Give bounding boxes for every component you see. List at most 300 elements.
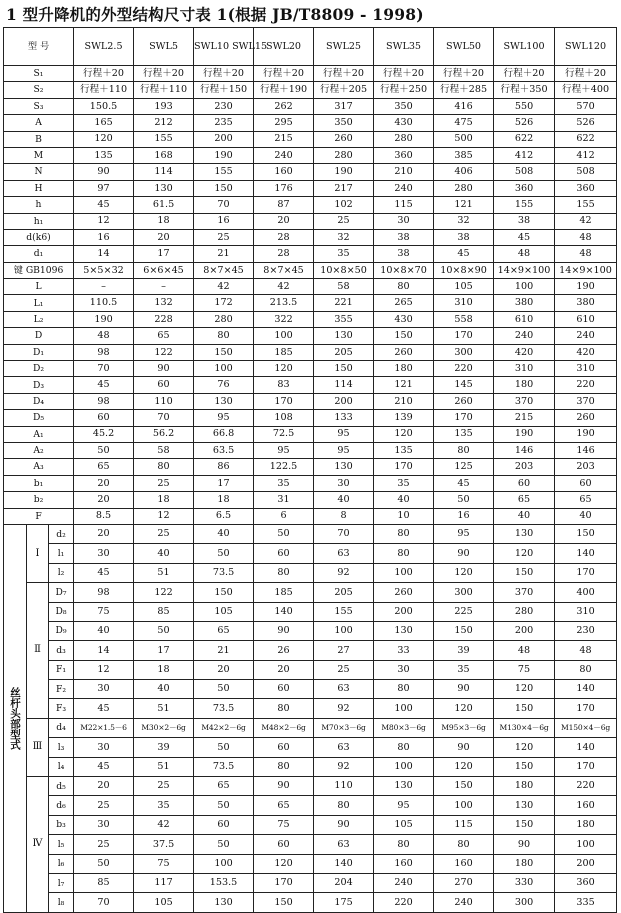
table-cell: 165 <box>74 115 134 131</box>
row-label: d₅ <box>49 777 74 796</box>
table-cell: 95 <box>314 426 374 442</box>
table-row <box>4 475 617 491</box>
row-label: d₃ <box>49 641 74 660</box>
table-cell: 114 <box>314 377 374 393</box>
table-cell: 20 <box>254 213 314 229</box>
table-row <box>4 180 617 196</box>
table-cell: 60 <box>254 738 314 757</box>
row-label: d(k6) <box>4 229 74 245</box>
table-row <box>4 82 617 98</box>
table-cell: 70 <box>74 361 134 377</box>
table-cell: 73.5 <box>194 757 254 776</box>
table-cell: 317 <box>314 98 374 114</box>
table-cell: 70 <box>194 197 254 213</box>
table-cell: 212 <box>134 115 194 131</box>
table-cell: 50 <box>194 796 254 815</box>
table-cell: 108 <box>254 410 314 426</box>
table-cell: 170 <box>555 563 617 582</box>
table-cell: 95 <box>434 524 494 543</box>
table-cell: 72.5 <box>254 426 314 442</box>
table-cell: 40 <box>555 508 617 524</box>
table-cell: 190 <box>194 147 254 163</box>
table-cell: 25 <box>314 660 374 679</box>
table-cell: 370 <box>555 393 617 409</box>
table-cell: 622 <box>555 131 617 147</box>
table-cell: 45 <box>434 246 494 262</box>
table-cell: 558 <box>434 311 494 327</box>
table-cell: 120 <box>254 361 314 377</box>
row-label: S₂ <box>4 82 74 98</box>
table-cell: 170 <box>434 328 494 344</box>
table-cell: 150 <box>494 563 555 582</box>
table-cell: 85 <box>74 873 134 892</box>
table-cell: 115 <box>434 815 494 834</box>
table-cell: 265 <box>374 295 434 311</box>
model-header: SWL100 <box>494 28 555 66</box>
dimension-table <box>3 27 617 913</box>
table-cell: 56.2 <box>134 426 194 442</box>
table-cell: 135 <box>374 442 434 458</box>
table-cell: 40 <box>374 492 434 508</box>
table-cell: 51 <box>134 563 194 582</box>
table-cell: 146 <box>555 442 617 458</box>
model-header: SWL10 SWL15 <box>194 28 254 66</box>
table-cell: 10×8×90 <box>434 262 494 278</box>
table-cell: 526 <box>494 115 555 131</box>
table-cell: 48 <box>555 229 617 245</box>
table-cell: 133 <box>314 410 374 426</box>
table-cell: 200 <box>555 854 617 873</box>
table-cell: 213.5 <box>254 295 314 311</box>
table-row <box>4 377 617 393</box>
table-cell: 65 <box>555 492 617 508</box>
row-label: b₃ <box>49 815 74 834</box>
table-cell: 60 <box>555 475 617 491</box>
table-cell: 380 <box>494 295 555 311</box>
table-cell: 280 <box>494 602 555 621</box>
row-label: A₂ <box>4 442 74 458</box>
table-cell: 220 <box>555 777 617 796</box>
table-cell: 80 <box>254 699 314 718</box>
table-cell: 行程＋205 <box>314 82 374 98</box>
row-label: d₄ <box>49 718 74 737</box>
table-cell: 420 <box>555 344 617 360</box>
table-cell: 90 <box>494 835 555 854</box>
table-cell: 60 <box>134 377 194 393</box>
table-cell: 行程＋190 <box>254 82 314 98</box>
table-cell: 40 <box>74 621 134 640</box>
table-cell: 30 <box>74 680 134 699</box>
table-cell: 260 <box>434 393 494 409</box>
table-cell: 140 <box>254 602 314 621</box>
table-cell: 139 <box>374 410 434 426</box>
table-row <box>4 393 617 409</box>
table-cell: 175 <box>314 893 374 912</box>
table-cell: 60 <box>254 835 314 854</box>
table-cell: 215 <box>254 131 314 147</box>
row-label: F₁ <box>49 660 74 679</box>
table-cell: 80 <box>555 660 617 679</box>
table-cell: 16 <box>74 229 134 245</box>
model-header: SWL120 <box>555 28 617 66</box>
table-cell: 30 <box>314 475 374 491</box>
table-cell: 420 <box>494 344 555 360</box>
table-cell: 172 <box>194 295 254 311</box>
table-cell: 8 <box>314 508 374 524</box>
table-cell: 225 <box>434 602 494 621</box>
table-row <box>4 508 617 524</box>
table-cell: 380 <box>555 295 617 311</box>
table-row <box>4 757 617 776</box>
table-cell: 83 <box>254 377 314 393</box>
table-cell: 48 <box>74 328 134 344</box>
table-cell: 240 <box>374 180 434 196</box>
table-cell: 25 <box>74 835 134 854</box>
table-cell: 40 <box>314 492 374 508</box>
table-cell: 8.5 <box>74 508 134 524</box>
row-label: l₆ <box>49 854 74 873</box>
table-cell: 190 <box>555 279 617 295</box>
table-cell: 475 <box>434 115 494 131</box>
table-cell: 215 <box>494 410 555 426</box>
row-label: M <box>4 147 74 163</box>
table-cell: 150 <box>434 777 494 796</box>
table-cell: 98 <box>74 393 134 409</box>
table-cell: 230 <box>194 98 254 114</box>
table-cell: 185 <box>254 344 314 360</box>
table-cell: 50 <box>254 524 314 543</box>
table-cell: 行程＋20 <box>555 66 617 82</box>
table-cell: 45 <box>74 757 134 776</box>
table-cell: 行程＋20 <box>434 66 494 82</box>
table-cell: 270 <box>434 873 494 892</box>
table-cell: 12 <box>134 508 194 524</box>
table-cell: 行程＋20 <box>314 66 374 82</box>
table-cell: 190 <box>494 426 555 442</box>
table-cell: 73.5 <box>194 563 254 582</box>
table-title: 1 型升降机的外型结构尺寸表 1(根据 JB/T8809 - 1998) <box>6 5 424 24</box>
table-cell: 145 <box>434 377 494 393</box>
table-cell: 400 <box>555 583 617 602</box>
table-cell: 110 <box>314 777 374 796</box>
table-row <box>4 835 617 854</box>
table-cell: 155 <box>194 164 254 180</box>
table-cell: 40 <box>134 544 194 563</box>
table-row <box>4 563 617 582</box>
table-cell: 240 <box>494 328 555 344</box>
table-cell: 38 <box>494 213 555 229</box>
table-cell: 130 <box>194 393 254 409</box>
table-cell: 80 <box>254 563 314 582</box>
table-cell: 115 <box>374 197 434 213</box>
table-row <box>4 699 617 718</box>
table-cell: 90 <box>434 544 494 563</box>
table-cell: 75 <box>134 854 194 873</box>
table-cell: 180 <box>555 815 617 834</box>
table-cell: 25 <box>314 213 374 229</box>
table-cell: 235 <box>194 115 254 131</box>
row-label: L₁ <box>4 295 74 311</box>
table-cell: 610 <box>494 311 555 327</box>
table-cell: M150×4－6g <box>555 718 617 737</box>
table-cell: 190 <box>74 311 134 327</box>
model-header: SWL5 <box>134 28 194 66</box>
table-cell: 80 <box>434 442 494 458</box>
table-cell: 70 <box>314 524 374 543</box>
table-cell: 20 <box>254 660 314 679</box>
row-label: D₈ <box>49 602 74 621</box>
table-cell: 6×6×45 <box>134 262 194 278</box>
table-cell: 80 <box>254 757 314 776</box>
table-cell: 221 <box>314 295 374 311</box>
table-cell: 38 <box>434 229 494 245</box>
table-cell: 17 <box>134 641 194 660</box>
table-cell: 130 <box>314 328 374 344</box>
table-cell: 90 <box>254 777 314 796</box>
table-row <box>4 229 617 245</box>
table-cell: 10 <box>374 508 434 524</box>
table-cell: 150 <box>314 361 374 377</box>
table-cell: 90 <box>134 361 194 377</box>
table-cell: 80 <box>374 524 434 543</box>
section-label: 丝杆头部型式 <box>4 524 27 912</box>
table-cell: – <box>134 279 194 295</box>
table-cell: 122 <box>134 344 194 360</box>
model-header: SWL2.5 <box>74 28 134 66</box>
table-cell: 190 <box>555 426 617 442</box>
table-cell: 228 <box>134 311 194 327</box>
row-label: l₈ <box>49 893 74 912</box>
row-label: l₇ <box>49 873 74 892</box>
table-row <box>4 492 617 508</box>
table-cell: 120 <box>494 680 555 699</box>
table-cell: 170 <box>434 410 494 426</box>
row-label: S₃ <box>4 98 74 114</box>
table-cell: 20 <box>194 660 254 679</box>
table-cell: 150 <box>494 699 555 718</box>
table-cell: 10×8×50 <box>314 262 374 278</box>
table-cell: 50 <box>194 835 254 854</box>
table-cell: 130 <box>494 524 555 543</box>
table-row <box>4 147 617 163</box>
table-cell: 50 <box>194 544 254 563</box>
table-cell: 140 <box>555 738 617 757</box>
row-label: D₄ <box>4 393 74 409</box>
table-cell: 120 <box>434 699 494 718</box>
table-cell: 33 <box>374 641 434 660</box>
table-cell: 95 <box>254 442 314 458</box>
table-row <box>4 660 617 679</box>
model-header: SWL25 <box>314 28 374 66</box>
table-cell: 120 <box>374 426 434 442</box>
table-cell: 12 <box>74 660 134 679</box>
table-cell: 60 <box>254 544 314 563</box>
table-cell: 18 <box>134 213 194 229</box>
table-cell: 16 <box>194 213 254 229</box>
table-cell: 行程＋285 <box>434 82 494 98</box>
table-cell: 500 <box>434 131 494 147</box>
table-cell: 35 <box>254 475 314 491</box>
table-cell: 63 <box>314 680 374 699</box>
header-label: 型 号 <box>4 28 74 66</box>
table-cell: 120 <box>494 738 555 757</box>
table-cell: 360 <box>555 873 617 892</box>
table-cell: 170 <box>254 873 314 892</box>
table-cell: 35 <box>374 475 434 491</box>
table-cell: 135 <box>434 426 494 442</box>
table-cell: 48 <box>555 246 617 262</box>
table-cell: 203 <box>555 459 617 475</box>
table-cell: M48×2－6g <box>254 718 314 737</box>
row-label: L₂ <box>4 311 74 327</box>
table-cell: 50 <box>194 680 254 699</box>
row-label: l₄ <box>49 757 74 776</box>
table-cell: 295 <box>254 115 314 131</box>
model-header: SWL20 <box>254 28 314 66</box>
group-label: Ⅳ <box>27 777 49 913</box>
table-cell: 360 <box>555 180 617 196</box>
row-label: b₂ <box>4 492 74 508</box>
table-cell: 65 <box>74 459 134 475</box>
row-label: h₁ <box>4 213 74 229</box>
table-row <box>4 279 617 295</box>
table-cell: 100 <box>194 361 254 377</box>
table-row <box>4 544 617 563</box>
table-cell: 30 <box>74 815 134 834</box>
row-label: D₅ <box>4 410 74 426</box>
table-cell: 25 <box>74 796 134 815</box>
table-cell: 6.5 <box>194 508 254 524</box>
row-label: H <box>4 180 74 196</box>
group-label: Ⅰ <box>27 524 49 582</box>
table-row <box>4 641 617 660</box>
table-cell: 335 <box>555 893 617 912</box>
model-header: SWL50 <box>434 28 494 66</box>
table-cell: 110 <box>134 393 194 409</box>
table-cell: 310 <box>555 602 617 621</box>
table-cell: 76 <box>194 377 254 393</box>
table-cell: 100 <box>194 854 254 873</box>
table-row <box>4 621 617 640</box>
table-cell: 105 <box>194 602 254 621</box>
table-cell: 155 <box>134 131 194 147</box>
table-cell: 217 <box>314 180 374 196</box>
table-cell: 330 <box>494 873 555 892</box>
table-row <box>4 815 617 834</box>
table-cell: 95 <box>374 796 434 815</box>
table-cell: 122 <box>134 583 194 602</box>
row-label: d₆ <box>49 796 74 815</box>
table-cell: 20 <box>74 475 134 491</box>
table-cell: 150 <box>194 583 254 602</box>
table-row <box>4 131 617 147</box>
table-row <box>4 680 617 699</box>
row-label: l₂ <box>49 563 74 582</box>
table-cell: 110.5 <box>74 295 134 311</box>
table-cell: 80 <box>374 279 434 295</box>
table-cell: 230 <box>555 621 617 640</box>
table-cell: 100 <box>314 621 374 640</box>
table-cell: 102 <box>314 197 374 213</box>
table-cell: 65 <box>134 328 194 344</box>
row-label: D₂ <box>4 361 74 377</box>
table-cell: 39 <box>434 641 494 660</box>
table-cell: 30 <box>374 660 434 679</box>
table-cell: 150 <box>374 328 434 344</box>
table-cell: 300 <box>434 344 494 360</box>
table-cell: 17 <box>134 246 194 262</box>
table-cell: 155 <box>494 197 555 213</box>
table-row <box>4 777 617 796</box>
table-cell: 35 <box>134 796 194 815</box>
table-cell: 160 <box>434 854 494 873</box>
table-cell: 20 <box>74 777 134 796</box>
table-cell: 38 <box>374 229 434 245</box>
table-cell: 170 <box>374 459 434 475</box>
table-cell: 92 <box>314 563 374 582</box>
table-cell: 32 <box>434 213 494 229</box>
table-cell: 39 <box>134 738 194 757</box>
table-cell: 150 <box>434 621 494 640</box>
row-label: D₃ <box>4 377 74 393</box>
table-cell: 30 <box>74 738 134 757</box>
table-cell: 150 <box>494 815 555 834</box>
table-cell: 100 <box>374 563 434 582</box>
table-cell: 90 <box>434 680 494 699</box>
table-cell: 90 <box>314 815 374 834</box>
table-cell: 45 <box>74 563 134 582</box>
table-cell: 120 <box>254 854 314 873</box>
table-cell: 135 <box>74 147 134 163</box>
table-cell: 205 <box>314 583 374 602</box>
table-cell: 70 <box>134 410 194 426</box>
table-cell: 120 <box>494 544 555 563</box>
table-cell: 280 <box>314 147 374 163</box>
table-cell: 105 <box>134 893 194 912</box>
table-cell: 28 <box>254 246 314 262</box>
row-label: D₇ <box>49 583 74 602</box>
model-header: SWL35 <box>374 28 434 66</box>
table-cell: 45.2 <box>74 426 134 442</box>
table-cell: 100 <box>374 757 434 776</box>
table-cell: 60 <box>74 410 134 426</box>
table-cell: 240 <box>374 873 434 892</box>
table-cell: 146 <box>494 442 555 458</box>
table-cell: 95 <box>194 410 254 426</box>
table-cell: 70 <box>74 893 134 912</box>
table-cell: 80 <box>374 738 434 757</box>
table-row <box>4 115 617 131</box>
table-cell: 40 <box>494 508 555 524</box>
table-cell: 行程＋400 <box>555 82 617 98</box>
table-cell: 121 <box>374 377 434 393</box>
table-cell: 153.5 <box>194 873 254 892</box>
row-label: A₁ <box>4 426 74 442</box>
table-cell: 150 <box>254 893 314 912</box>
table-cell: 385 <box>434 147 494 163</box>
row-label: F₂ <box>49 680 74 699</box>
table-cell: 120 <box>434 757 494 776</box>
table-row <box>4 361 617 377</box>
table-cell: 20 <box>74 492 134 508</box>
table-cell: 360 <box>494 180 555 196</box>
table-cell: 行程＋110 <box>74 82 134 98</box>
table-cell: 80 <box>374 680 434 699</box>
table-cell: 40 <box>134 680 194 699</box>
table-row <box>4 344 617 360</box>
table-cell: 150 <box>194 180 254 196</box>
row-label: F₃ <box>49 699 74 718</box>
